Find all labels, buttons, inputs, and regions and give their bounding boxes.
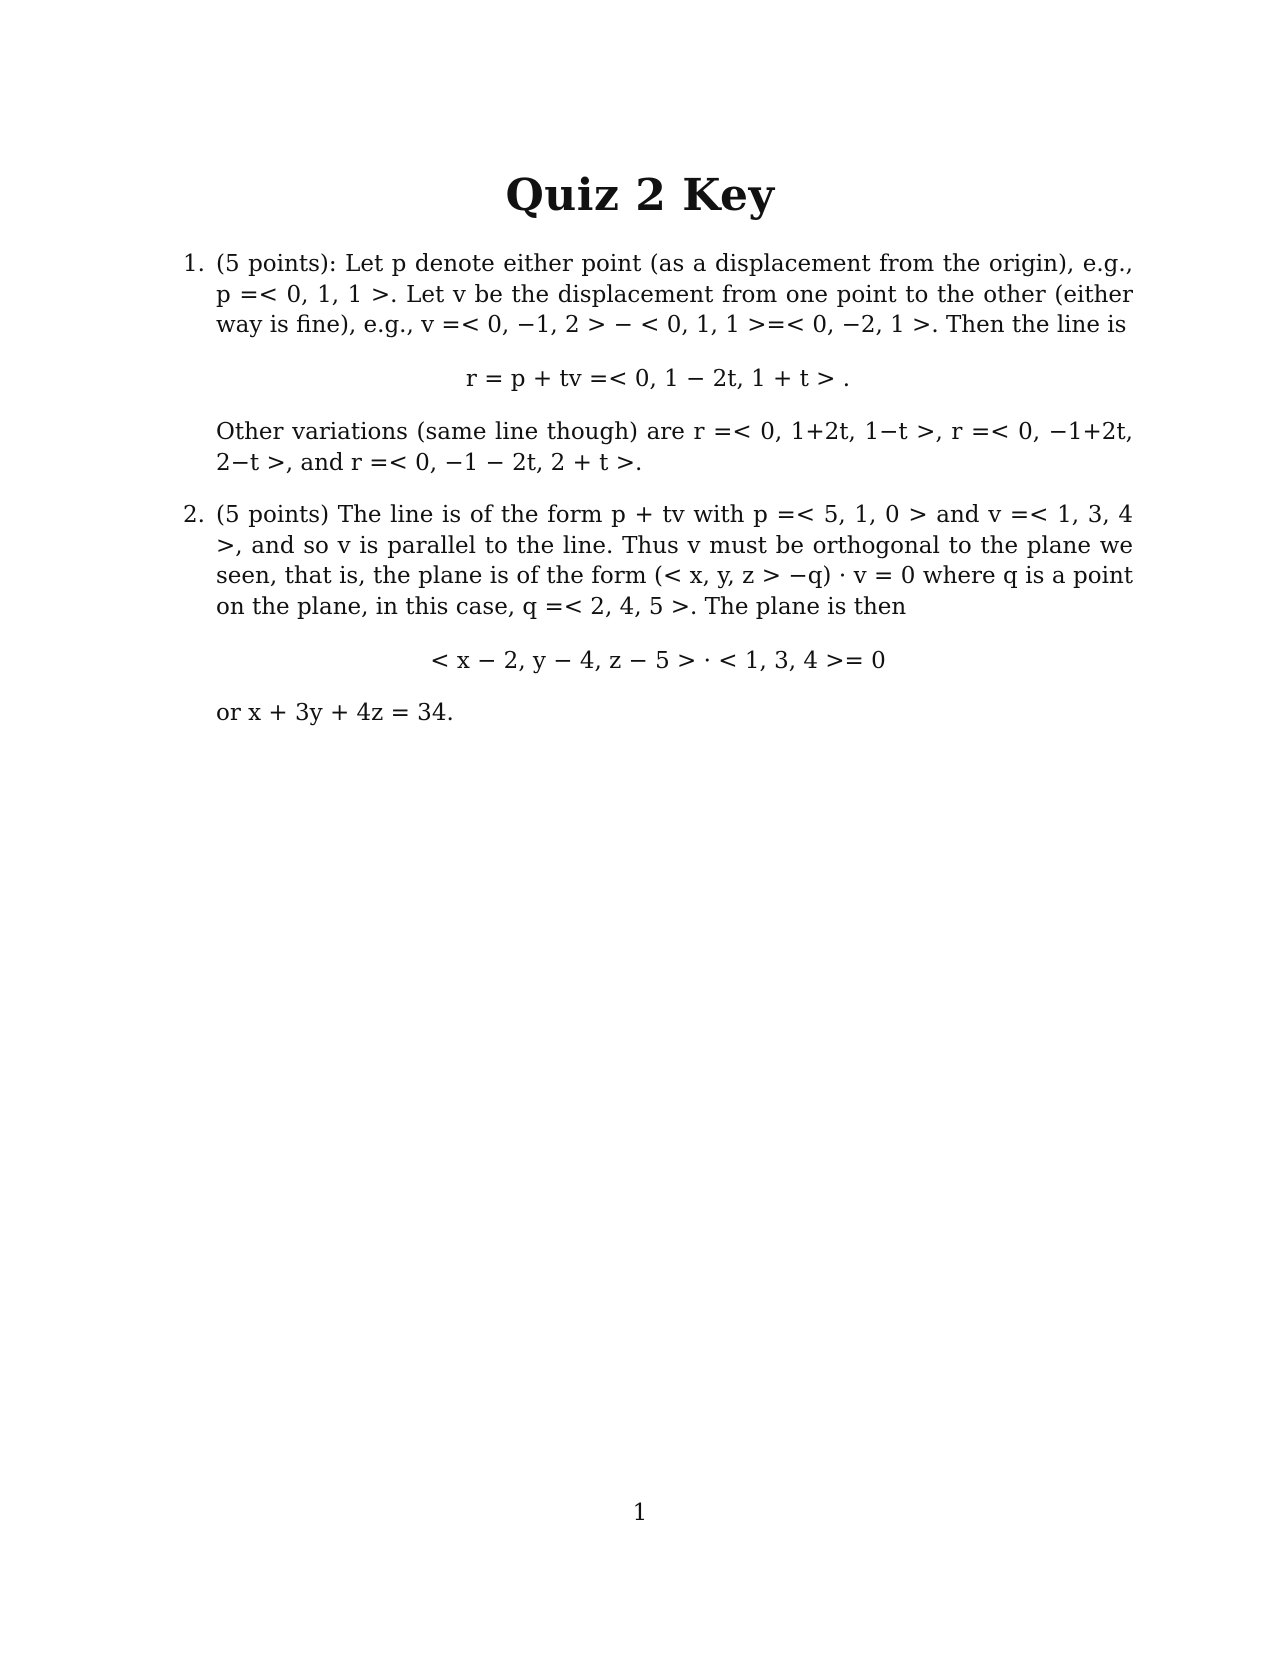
- answer-paragraph: (5 points): Let p denote either point (as a displacement from the origin), e.g., p =< 0, 1, 1 >. Let v be the displacement from one point to the other (either way is fine), e.g., v =< 0, −1, 2 > − < 0, 1, 1 >=< 0, −2, 1 >. Then the line is: [216, 251, 1133, 338]
- answer-paragraph: (5 points) The line is of the form p + tv with p =< 5, 1, 0 > and v =< 1, 3, 4 >, and so v is parallel to the line. Thus v must be orthogonal to the plane we seen, that is, the plane is of the form (< x, y, z > −q) · v = 0 where q is a point on the plane, in this case, q =< 2, 4, 5 >. The plane is then: [216, 502, 1133, 620]
- document-title: Quiz 2 Key: [505, 170, 775, 221]
- display-equation: < x − 2, y − 4, z − 5 > · < 1, 3, 4 >= 0: [430, 648, 886, 674]
- answer-paragraph: Other variations (same line though) are r =< 0, 1+2t, 1−t >, r =< 0, −1+2t, 2−t >, and r =< 0, −1 − 2t, 2 + t >.: [216, 419, 1133, 476]
- item-number: 2.: [183, 502, 205, 528]
- page-number: 1: [632, 1500, 648, 1526]
- display-equation: r = p + tv =< 0, 1 − 2t, 1 + t > .: [465, 366, 851, 392]
- answer-paragraph: or x + 3y + 4z = 34.: [216, 700, 454, 726]
- item-number: 1.: [183, 251, 205, 277]
